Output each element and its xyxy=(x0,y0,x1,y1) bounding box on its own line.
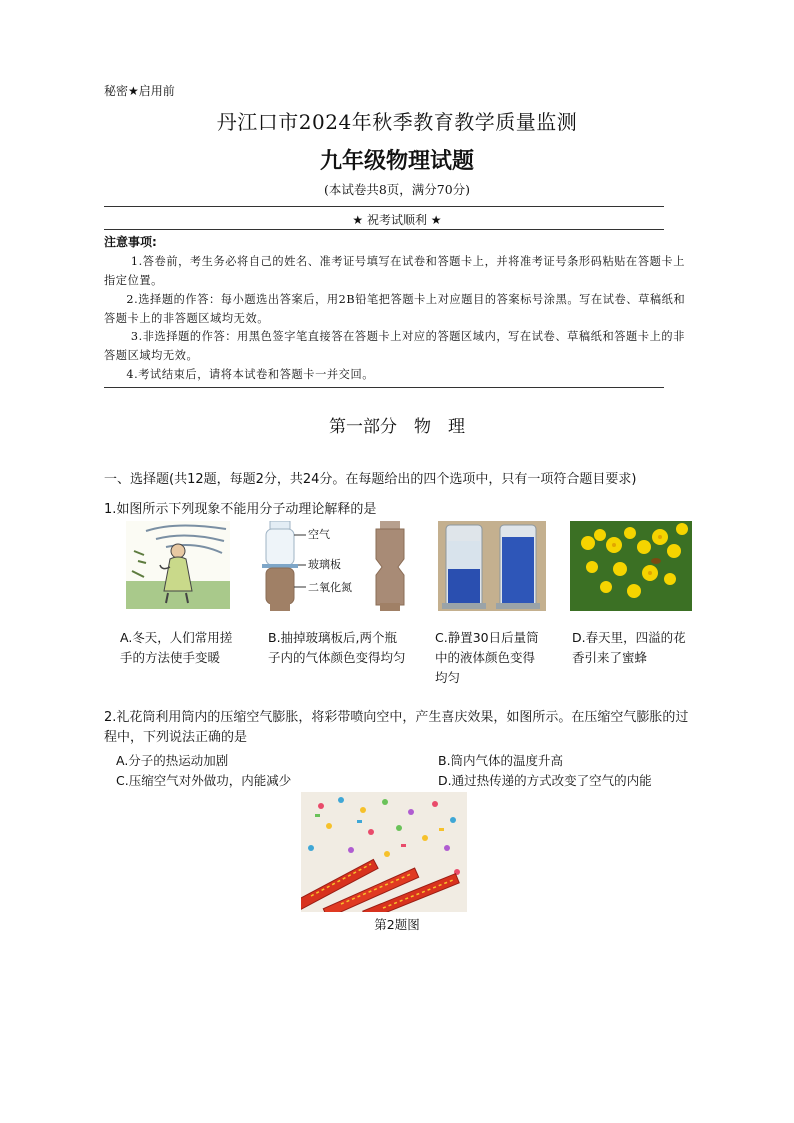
notice-item-2: 2.选择题的作答：每小题选出答案后，用2B铅笔把答题卡上对应题目的答案标号涂黑。写在试卷、草稿纸和答题卡上的非答题区域均无效。 xyxy=(104,293,686,325)
question-2-stem: 2.礼花筒利用筒内的压缩空气膨胀，将彩带喷向空中，产生喜庆效果，如图所示。在压缩空气膨胀的过程中，下列说法正确的是 xyxy=(104,710,689,745)
notice-title: 注意事项: xyxy=(104,235,157,249)
question-1-option-c: C.静置30日后量筒中的液体颜色变得均匀 xyxy=(435,630,539,685)
section-title: 一、选择题(共12题，每题2分，共24分。在每题给出的四个选项中，只有一项符合题目要求) xyxy=(104,472,637,487)
notice-item-4: 4.考试结束后，请将本试卷和答题卡一并交回。 xyxy=(126,368,375,381)
question-2-option-d: D.通过热传递的方式改变了空气的内能 xyxy=(438,773,652,788)
part-title: 第一部分 物 理 xyxy=(329,417,465,437)
label-air: 空气 xyxy=(308,528,330,541)
good-luck-banner: ★ 祝考试顺利 ★ xyxy=(352,213,442,227)
question-2-caption: 第2题图 xyxy=(374,917,420,932)
exam-subject-title: 九年级物理试题 xyxy=(319,149,474,174)
notice-item-3: 3.非选择题的作答：用黑色签字笔直接答在答题卡上对应的答题区域内，写在试卷、草稿纸和答题卡上的非答题区域均无效。 xyxy=(104,330,685,362)
question-1-option-b: B.抽掉玻璃板后,两个瓶子内的气体颜色变得均匀 xyxy=(268,630,406,665)
question-1-image-a xyxy=(126,521,230,609)
notice-item-1: 1.答卷前，考生务必将自己的姓名、准考证号填写在试卷和答题卡上，并将准考证号条形码粘贴在答题卡上指定位置。 xyxy=(104,255,685,287)
question-1-image-d xyxy=(570,521,692,611)
question-2-option-a: A.分子的热运动加剧 xyxy=(116,753,229,768)
secret-mark: 秘密★启用前 xyxy=(104,84,175,98)
divider-top xyxy=(104,206,664,207)
divider-notice-top xyxy=(104,229,664,230)
exam-title: 丹江口市2024年秋季教育教学质量监测 xyxy=(216,110,578,134)
question-2-option-b: B.筒内气体的温度升高 xyxy=(438,753,564,768)
question-2-image xyxy=(301,792,467,912)
label-no2: 二氧化氮 xyxy=(308,581,352,594)
question-2-option-c: C.压缩空气对外做功，内能减少 xyxy=(116,773,292,788)
divider-notice-bottom xyxy=(104,387,664,388)
question-1-image-b xyxy=(262,521,422,611)
question-1-image-c xyxy=(438,521,546,611)
exam-subtitle: (本试卷共8页，满分70分) xyxy=(323,182,471,197)
question-1-option-a: A.冬天，人们常用搓手的方法使手变暖 xyxy=(120,630,233,665)
question-1-stem: 1.如图所示下列现象不能用分子动理论解释的是 xyxy=(104,502,377,517)
question-1-option-d: D.春天里，四溢的花香引来了蜜蜂 xyxy=(572,630,686,665)
label-glass-plate: 玻璃板 xyxy=(308,558,341,571)
